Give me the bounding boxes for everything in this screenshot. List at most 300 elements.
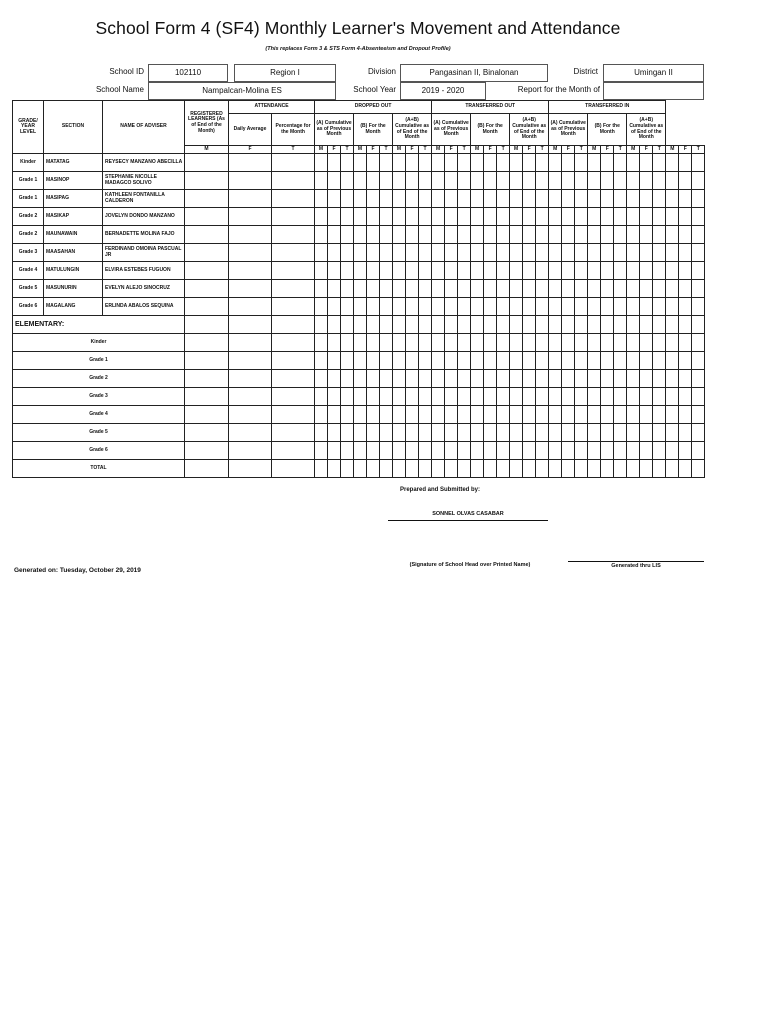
data-cell: [640, 460, 653, 478]
data-cell: [272, 226, 315, 244]
data-cell: [510, 244, 523, 262]
data-cell: [510, 298, 523, 316]
data-cell: [229, 334, 272, 352]
data-cell: [653, 388, 666, 406]
data-cell: [497, 280, 510, 298]
data-cell: [523, 316, 536, 334]
data-cell: [471, 226, 484, 244]
data-cell: [419, 208, 432, 226]
data-cell: [328, 352, 341, 370]
data-cell: [432, 226, 445, 244]
district-field: Umingan II: [603, 64, 704, 82]
data-cell: [367, 388, 380, 406]
header-t: T: [536, 146, 549, 154]
section-cell: MASIKAP: [44, 208, 103, 226]
data-cell: [562, 172, 575, 190]
data-cell: [341, 172, 354, 190]
data-cell: [393, 190, 406, 208]
data-cell: [406, 280, 419, 298]
data-cell: [229, 316, 272, 334]
data-cell: [601, 262, 614, 280]
data-cell: [341, 442, 354, 460]
header-f: F: [328, 146, 341, 154]
header-f: F: [562, 146, 575, 154]
data-cell: [419, 316, 432, 334]
data-cell: [484, 442, 497, 460]
data-cell: [185, 424, 229, 442]
header-registered: REGISTERED LEARNERS (As of End of the Month): [185, 101, 229, 146]
data-cell: [315, 460, 328, 478]
data-cell: [380, 172, 393, 190]
data-cell: [575, 226, 588, 244]
data-cell: [640, 406, 653, 424]
data-cell: [272, 370, 315, 388]
data-cell: [666, 172, 679, 190]
data-cell: [445, 388, 458, 406]
data-cell: [341, 316, 354, 334]
data-cell: [341, 388, 354, 406]
data-cell: [536, 226, 549, 244]
data-cell: [601, 388, 614, 406]
data-cell: [471, 388, 484, 406]
data-cell: [679, 442, 692, 460]
data-cell: [627, 406, 640, 424]
summary-row: [13, 352, 705, 370]
data-cell: [653, 190, 666, 208]
data-cell: [406, 172, 419, 190]
data-cell: [367, 154, 380, 172]
data-cell: [536, 388, 549, 406]
data-cell: [627, 280, 640, 298]
data-cell: [562, 460, 575, 478]
data-cell: [315, 172, 328, 190]
data-cell: [315, 244, 328, 262]
data-cell: [653, 154, 666, 172]
data-cell: [484, 172, 497, 190]
data-cell: [328, 298, 341, 316]
data-cell: [367, 334, 380, 352]
data-cell: [229, 442, 272, 460]
data-cell: [406, 226, 419, 244]
data-cell: [523, 460, 536, 478]
data-cell: [653, 406, 666, 424]
data-cell: [432, 424, 445, 442]
data-cell: [497, 154, 510, 172]
data-cell: [679, 334, 692, 352]
data-cell: [627, 388, 640, 406]
data-cell: [380, 388, 393, 406]
data-cell: [406, 334, 419, 352]
data-cell: [229, 370, 272, 388]
summary-row: [13, 424, 705, 442]
data-cell: [666, 208, 679, 226]
data-cell: [588, 334, 601, 352]
data-cell: [536, 334, 549, 352]
data-cell: [588, 406, 601, 424]
data-cell: [458, 262, 471, 280]
data-cell: [575, 352, 588, 370]
data-cell: [536, 244, 549, 262]
header-cumulative-previous: (A) Cumulative as of Previous Month: [549, 114, 588, 146]
data-cell: [432, 388, 445, 406]
data-cell: [536, 370, 549, 388]
data-cell: [601, 172, 614, 190]
data-cell: [341, 406, 354, 424]
data-cell: [484, 406, 497, 424]
section-cell: MATULUNGIN: [44, 262, 103, 280]
data-cell: [380, 442, 393, 460]
data-cell: [666, 460, 679, 478]
data-cell: [393, 442, 406, 460]
report-month-field: [603, 82, 704, 100]
header-grade: GRADE/ YEAR LEVEL: [13, 101, 44, 154]
data-cell: [354, 352, 367, 370]
data-cell: [588, 154, 601, 172]
header-cumulative-end: (A+B) Cumulative as of End of the Month: [627, 114, 666, 146]
data-cell: [627, 316, 640, 334]
header-t: T: [497, 146, 510, 154]
data-cell: [272, 154, 315, 172]
adviser-cell: BERNADETTE MOLINA FAJO: [103, 226, 185, 244]
data-cell: [601, 370, 614, 388]
header-t: T: [419, 146, 432, 154]
data-cell: [406, 190, 419, 208]
data-cell: [575, 334, 588, 352]
data-cell: [445, 208, 458, 226]
data-cell: [536, 352, 549, 370]
data-cell: [354, 298, 367, 316]
data-cell: [666, 280, 679, 298]
data-cell: [445, 406, 458, 424]
data-cell: [536, 154, 549, 172]
header-t: T: [653, 146, 666, 154]
data-cell: [272, 334, 315, 352]
data-cell: [536, 190, 549, 208]
data-cell: [549, 172, 562, 190]
data-cell: [523, 172, 536, 190]
data-cell: [588, 442, 601, 460]
data-cell: [666, 442, 679, 460]
data-cell: [393, 370, 406, 388]
data-cell: [679, 154, 692, 172]
data-cell: [432, 334, 445, 352]
data-cell: [497, 262, 510, 280]
grade-cell: Kinder: [13, 154, 44, 172]
data-cell: [666, 316, 679, 334]
data-cell: [471, 352, 484, 370]
data-cell: [549, 442, 562, 460]
data-cell: [367, 316, 380, 334]
data-cell: [445, 190, 458, 208]
data-cell: [328, 280, 341, 298]
data-cell: [458, 280, 471, 298]
grade-cell: Grade 1: [13, 172, 44, 190]
data-cell: [510, 388, 523, 406]
data-cell: [380, 370, 393, 388]
data-cell: [354, 406, 367, 424]
data-cell: [666, 298, 679, 316]
data-cell: [406, 406, 419, 424]
data-cell: [419, 154, 432, 172]
data-cell: [185, 352, 229, 370]
data-cell: [692, 190, 705, 208]
data-cell: [549, 388, 562, 406]
header-f: F: [640, 146, 653, 154]
data-cell: [328, 172, 341, 190]
data-cell: [536, 172, 549, 190]
data-cell: [575, 244, 588, 262]
data-cell: [536, 280, 549, 298]
data-cell: [393, 280, 406, 298]
data-cell: [640, 190, 653, 208]
table-row: [13, 154, 705, 172]
data-cell: [471, 316, 484, 334]
data-cell: [458, 172, 471, 190]
data-cell: [510, 316, 523, 334]
data-cell: [406, 154, 419, 172]
data-cell: [523, 154, 536, 172]
data-cell: [627, 334, 640, 352]
data-cell: [445, 298, 458, 316]
adviser-cell: JOVELYN DONDO MANZANO: [103, 208, 185, 226]
data-cell: [575, 388, 588, 406]
data-cell: [341, 208, 354, 226]
data-cell: [445, 370, 458, 388]
data-cell: [640, 172, 653, 190]
data-cell: [653, 352, 666, 370]
data-cell: [679, 298, 692, 316]
data-cell: [679, 244, 692, 262]
header-dropped-out: DROPPED OUT: [315, 101, 432, 114]
data-cell: [229, 262, 272, 280]
data-cell: [354, 280, 367, 298]
data-cell: [328, 442, 341, 460]
data-cell: [510, 424, 523, 442]
data-cell: [640, 352, 653, 370]
header-f: F: [406, 146, 419, 154]
data-cell: [575, 370, 588, 388]
data-cell: [315, 424, 328, 442]
header-t: T: [614, 146, 627, 154]
data-cell: [393, 424, 406, 442]
signature-line: [388, 520, 548, 521]
data-cell: [328, 154, 341, 172]
division-label: Division: [367, 67, 396, 76]
data-cell: [588, 424, 601, 442]
section-cell: MAASAHAN: [44, 244, 103, 262]
data-cell: [380, 352, 393, 370]
header-m: M: [510, 146, 523, 154]
lis-line: [568, 561, 704, 562]
data-cell: [497, 352, 510, 370]
header-m: M: [315, 146, 328, 154]
data-cell: [380, 262, 393, 280]
data-cell: [445, 424, 458, 442]
header-cumulative-end: (A+B) Cumulative as of End of the Month: [510, 114, 549, 146]
data-cell: [497, 190, 510, 208]
signature-caption: (Signature of School Head over Printed Name): [409, 562, 531, 568]
data-cell: [445, 154, 458, 172]
summary-label: Grade 5: [13, 424, 185, 442]
data-cell: [497, 370, 510, 388]
data-cell: [692, 388, 705, 406]
data-cell: [640, 442, 653, 460]
data-cell: [445, 244, 458, 262]
data-cell: [614, 280, 627, 298]
data-cell: [679, 388, 692, 406]
data-cell: [406, 370, 419, 388]
data-cell: [315, 298, 328, 316]
data-cell: [458, 154, 471, 172]
data-cell: [614, 226, 627, 244]
data-cell: [549, 298, 562, 316]
data-cell: [458, 208, 471, 226]
data-cell: [510, 208, 523, 226]
data-cell: [341, 244, 354, 262]
data-cell: [354, 226, 367, 244]
data-cell: [432, 262, 445, 280]
data-cell: [653, 298, 666, 316]
data-cell: [523, 262, 536, 280]
data-cell: [328, 388, 341, 406]
data-cell: [458, 442, 471, 460]
data-cell: [406, 208, 419, 226]
data-cell: [354, 460, 367, 478]
data-cell: [419, 352, 432, 370]
data-cell: [458, 334, 471, 352]
data-cell: [601, 316, 614, 334]
data-cell: [562, 316, 575, 334]
data-cell: [367, 298, 380, 316]
data-cell: [432, 298, 445, 316]
data-cell: [229, 226, 272, 244]
form-title: School Form 4 (SF4) Monthly Learner's Movement and Attendance: [95, 18, 621, 38]
data-cell: [341, 334, 354, 352]
data-cell: [679, 262, 692, 280]
data-cell: [229, 154, 272, 172]
summary-row: [13, 406, 705, 424]
data-cell: [354, 244, 367, 262]
data-cell: [185, 172, 229, 190]
data-cell: [315, 352, 328, 370]
data-cell: [445, 226, 458, 244]
data-cell: [185, 280, 229, 298]
data-cell: [549, 226, 562, 244]
data-cell: [341, 190, 354, 208]
data-cell: [575, 154, 588, 172]
data-cell: [588, 226, 601, 244]
data-cell: [666, 244, 679, 262]
adviser-cell: ERLINDA ABALOS SEQUINA: [103, 298, 185, 316]
data-cell: [640, 298, 653, 316]
summary-row: [13, 460, 705, 478]
header-t: T: [458, 146, 471, 154]
data-cell: [393, 244, 406, 262]
data-cell: [523, 190, 536, 208]
data-cell: [419, 442, 432, 460]
data-cell: [614, 442, 627, 460]
data-cell: [185, 298, 229, 316]
data-cell: [692, 298, 705, 316]
data-cell: [575, 190, 588, 208]
data-cell: [367, 442, 380, 460]
header-cumulative-previous: (A) Cumulative as of Previous Month: [432, 114, 471, 146]
header-adviser: NAME OF ADVISER: [103, 101, 185, 154]
data-cell: [614, 424, 627, 442]
data-cell: [666, 370, 679, 388]
data-cell: [640, 388, 653, 406]
data-cell: [562, 154, 575, 172]
data-cell: [367, 280, 380, 298]
data-cell: [229, 298, 272, 316]
data-cell: [653, 208, 666, 226]
header-m: M: [354, 146, 367, 154]
data-cell: [354, 424, 367, 442]
header-m: M: [471, 146, 484, 154]
data-cell: [510, 406, 523, 424]
grade-cell: Grade 6: [13, 298, 44, 316]
data-cell: [692, 172, 705, 190]
data-cell: [341, 424, 354, 442]
data-cell: [458, 316, 471, 334]
data-cell: [229, 352, 272, 370]
data-cell: [185, 460, 229, 478]
data-cell: [601, 280, 614, 298]
data-cell: [341, 298, 354, 316]
data-cell: [393, 208, 406, 226]
data-cell: [445, 172, 458, 190]
data-cell: [653, 262, 666, 280]
data-cell: [614, 262, 627, 280]
data-cell: [471, 154, 484, 172]
school-year-label: School Year: [353, 85, 396, 94]
data-cell: [328, 406, 341, 424]
data-cell: [328, 370, 341, 388]
data-cell: [627, 370, 640, 388]
data-cell: [354, 442, 367, 460]
data-cell: [692, 208, 705, 226]
data-cell: [601, 442, 614, 460]
data-cell: [497, 244, 510, 262]
data-cell: [432, 244, 445, 262]
data-cell: [549, 262, 562, 280]
data-cell: [354, 172, 367, 190]
data-cell: [510, 334, 523, 352]
data-cell: [471, 262, 484, 280]
data-cell: [367, 370, 380, 388]
data-cell: [484, 154, 497, 172]
region-field: Region I: [234, 64, 336, 82]
data-cell: [458, 352, 471, 370]
table-row: [13, 172, 705, 190]
data-cell: [367, 352, 380, 370]
data-cell: [575, 424, 588, 442]
data-cell: [679, 280, 692, 298]
data-cell: [588, 370, 601, 388]
data-cell: [328, 190, 341, 208]
data-cell: [380, 154, 393, 172]
data-cell: [380, 460, 393, 478]
data-cell: [536, 406, 549, 424]
data-cell: [575, 406, 588, 424]
data-cell: [497, 316, 510, 334]
data-cell: [601, 424, 614, 442]
sf4-table: [12, 100, 705, 478]
data-cell: [484, 460, 497, 478]
data-cell: [653, 280, 666, 298]
data-cell: [692, 442, 705, 460]
data-cell: [229, 424, 272, 442]
